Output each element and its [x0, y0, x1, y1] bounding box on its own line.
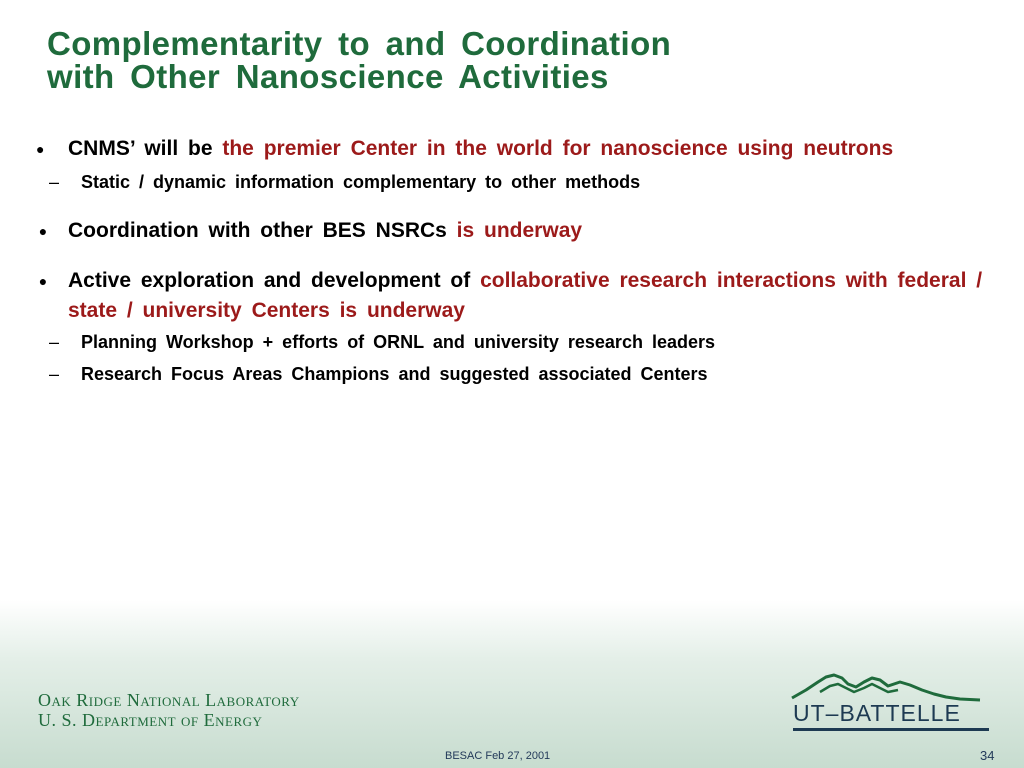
bullet-text: Active exploration and development of [68, 269, 481, 292]
mountain-ridge-outer [792, 675, 980, 700]
sub-item-text: Research Focus Areas Champions and suggested associated Centers [81, 364, 708, 384]
bullet-highlight: is underway [456, 219, 583, 242]
dash-icon: – [49, 172, 60, 192]
sub-list [36, 166, 986, 198]
sub-item [4, 358, 986, 390]
sub-item [4, 326, 986, 358]
logo-underline [793, 728, 989, 731]
sub-item-text: Static / dynamic information complementary to other methods [81, 172, 641, 192]
footer-event-date: BESAC Feb 27, 2001 [445, 750, 551, 762]
bullet-highlight: collaborative research interactions with federal / state / university Centers is underway [68, 269, 983, 322]
dash-icon: – [49, 364, 60, 384]
bullet-active-exploration [36, 266, 986, 326]
bullet-coordination [36, 216, 986, 246]
slide-title [47, 27, 671, 93]
bullet-dot-icon: ● [36, 141, 45, 157]
bullet-text: CNMS’ will be [68, 137, 223, 160]
bullet-dot-icon: ● [38, 223, 48, 239]
bullet-cnms [36, 134, 986, 164]
bullet-dot-icon: ● [38, 273, 48, 289]
sub-item [4, 166, 986, 198]
page-number: 34 [980, 748, 995, 763]
dash-icon: – [49, 332, 60, 352]
bullet-highlight: the premier Center in the world for nanoscience using neutrons [222, 137, 894, 160]
org-line-2: U. S. Department of Energy [38, 710, 263, 730]
organization-name [38, 690, 300, 730]
title-line-1: Complementarity to and Coordination [47, 25, 672, 62]
ut-battelle-logo-text: UT–BATTELLE [793, 700, 961, 726]
sub-item-text: Planning Workshop + efforts of ORNL and university research leaders [81, 332, 715, 352]
bullet-text: Coordination with other BES NSRCs [68, 219, 457, 242]
slide-content [36, 134, 986, 408]
title-line-2: with Other Nanoscience Activities [47, 58, 609, 95]
sub-list [36, 326, 986, 390]
org-line-1: Oak Ridge National Laboratory [38, 690, 300, 710]
